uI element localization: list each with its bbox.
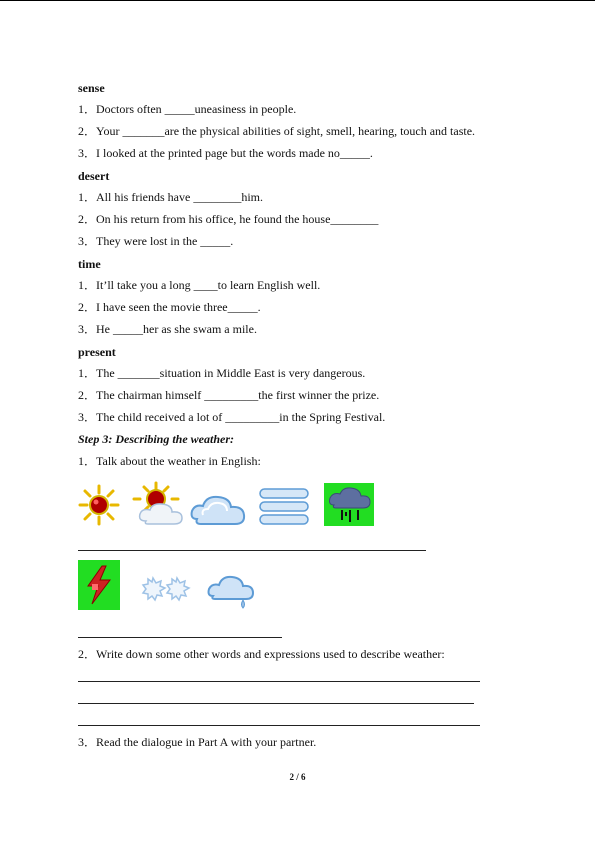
answer-line <box>78 637 282 638</box>
cloudy-icon <box>189 485 247 527</box>
partly-cloudy-icon <box>132 481 186 527</box>
answer-line <box>78 703 474 704</box>
exercise-item: 3．The child received a lot of _________in the Spring Festival. <box>78 410 386 424</box>
word-heading-desert: desert <box>78 169 110 183</box>
exercise-item: 2．The chairman himself _________the first winner the prize. <box>78 388 380 402</box>
question-2: 2．Write down some other words and expressions used to describe weather: <box>78 647 445 661</box>
answer-line <box>78 725 480 726</box>
word-heading-time: time <box>78 257 101 271</box>
rain-icon <box>324 483 374 526</box>
exercise-item: 3．He _____her as she swam a mile. <box>78 322 257 336</box>
exercise-item: 2．Your _______are the physical abilities of sight, smell, hearing, touch and taste. <box>78 124 476 138</box>
exercise-item: 1．All his friends have ________him. <box>78 190 263 204</box>
drizzle-icon <box>205 568 257 612</box>
answer-line <box>78 550 426 551</box>
fog-icon <box>258 487 310 527</box>
exercise-item: 3．They were lost in the _____. <box>78 234 234 248</box>
snow-icon <box>135 572 207 608</box>
exercise-item: 1．The _______situation in Middle East is very dangerous. <box>78 366 366 380</box>
answer-line <box>78 681 480 682</box>
sunny-icon <box>78 484 120 526</box>
step3-heading: Step 3: Describing the weather: <box>78 432 234 446</box>
page-number: 2 / 6 <box>289 772 306 782</box>
header-rule <box>0 0 595 1</box>
word-heading-sense: sense <box>78 81 105 95</box>
question-1: 1．Talk about the weather in English: <box>78 454 261 468</box>
exercise-item: 1．Doctors often _____uneasiness in people. <box>78 102 297 116</box>
exercise-item: 2．I have seen the movie three_____. <box>78 300 261 314</box>
thunderstorm-icon <box>78 560 120 610</box>
exercise-item: 2．On his return from his office, he found the house________ <box>78 212 379 226</box>
exercise-item: 1．It’ll take you a long ____to learn English well. <box>78 278 321 292</box>
exercise-item: 3．I looked at the printed page but the words made no_____. <box>78 146 373 160</box>
question-3: 3．Read the dialogue in Part A with your partner. <box>78 735 317 749</box>
word-heading-present: present <box>78 345 116 359</box>
